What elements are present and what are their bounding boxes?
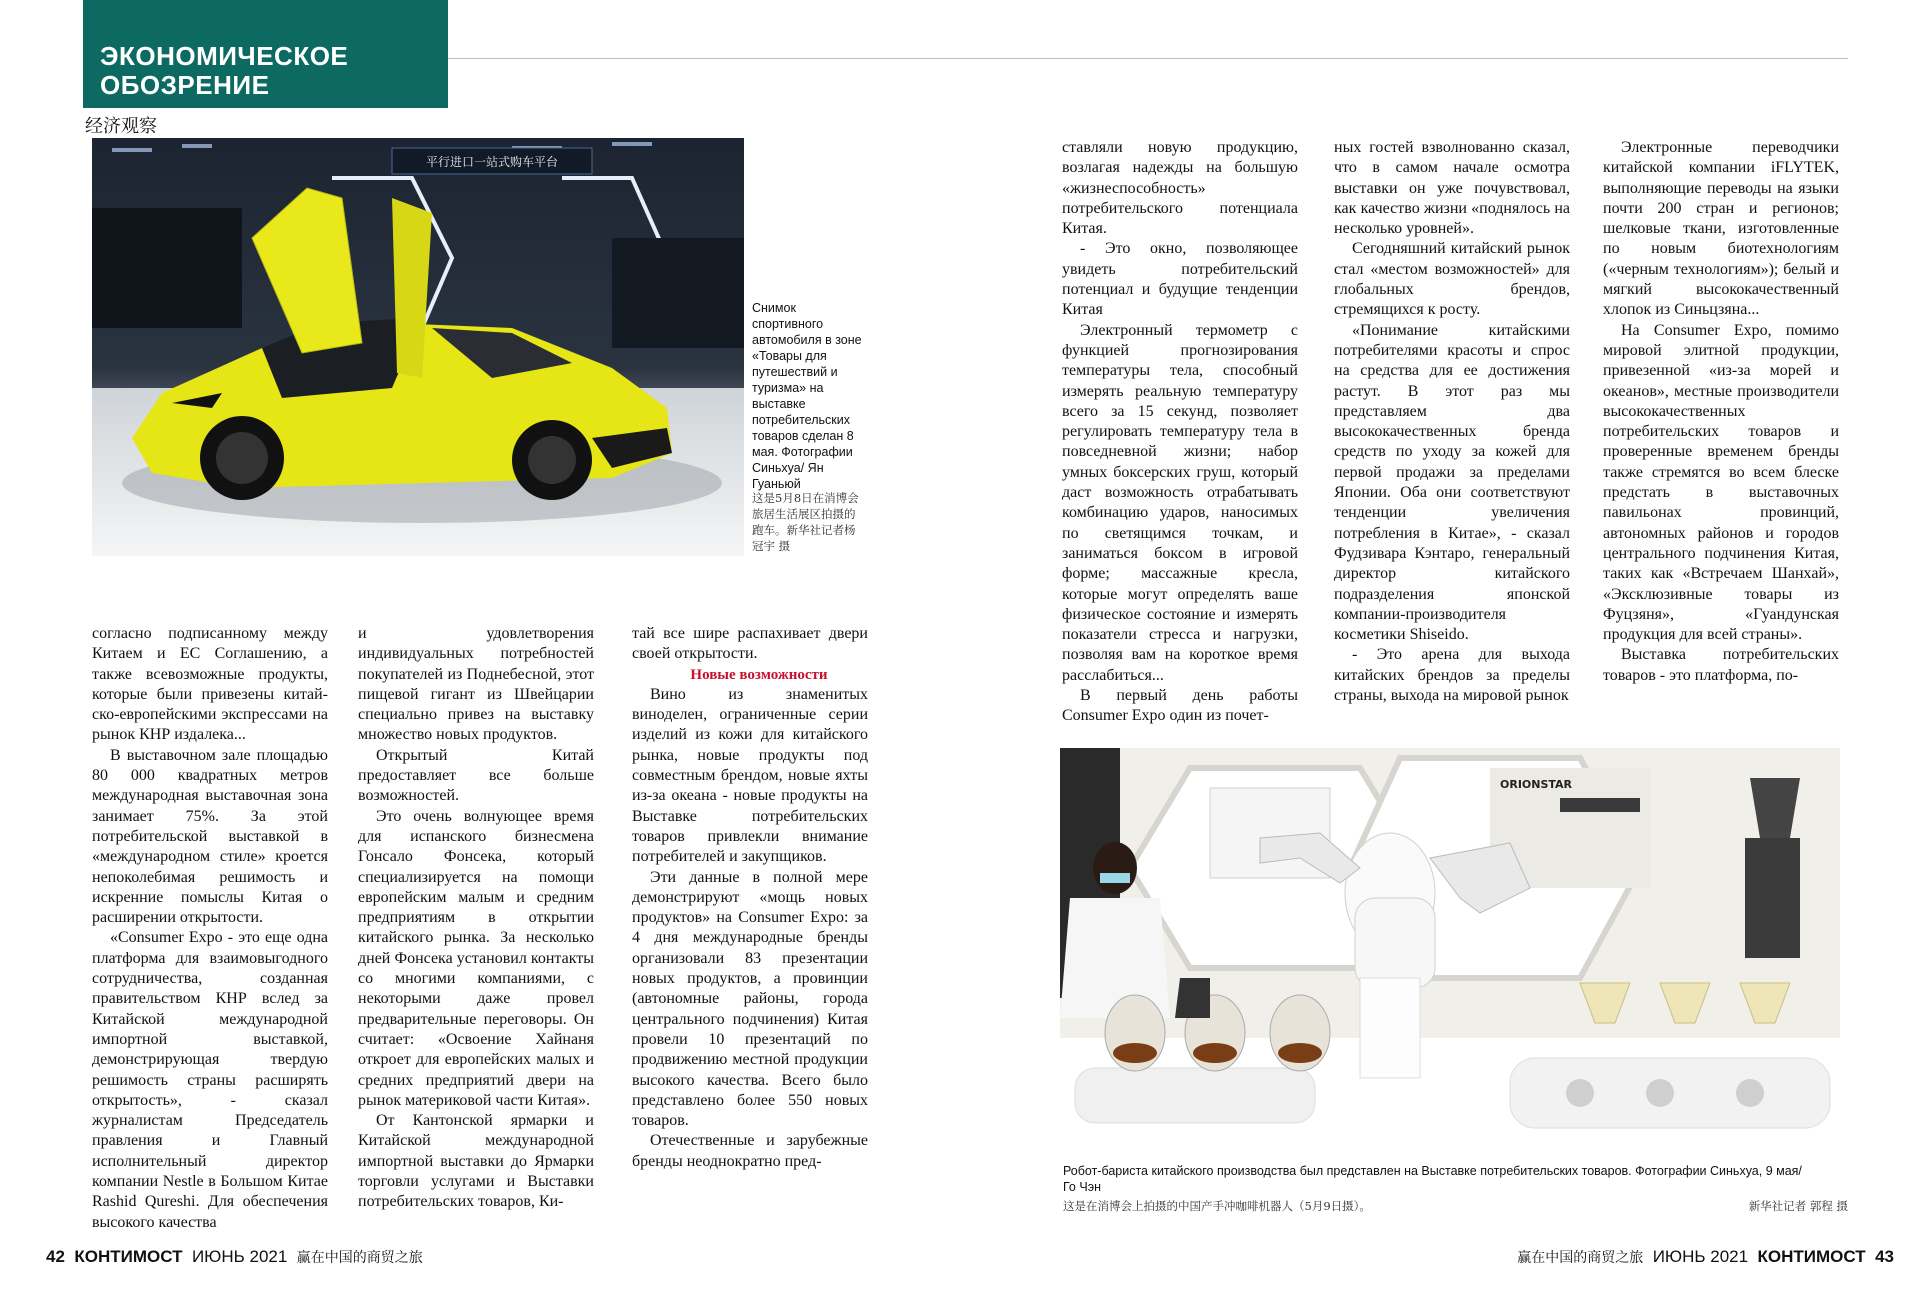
paragraph: ставляли новую продукцию, возлагая надежды на большую «жизнеспособность» потребительского потенциала Китая. — [1062, 139, 1298, 238]
right-magazine-name: КОНТИМОСТ — [1757, 1247, 1866, 1266]
car-photo-caption-cn: 这是5月8日在消博会旅居生活展区拍摄的跑车。新华社记者杨冠宇 摄 — [752, 491, 859, 553]
paragraph: В выставочном зале площадью 80 000 квадратных метров международная выставочная зона занимает 75%. За этой потребительской выставкой в «международном стиле» кроется непоколебимая решимость и искренние помыслы Китая о расширении открытости. — [92, 746, 328, 927]
article-column-5 — [1334, 138, 1570, 706]
paragraph: Эти данные в полной мере демонстрируют «мощь новых продуктов» на Consumer Expo: за 4 дня международные бренды организовали 83 презентации новых продуктов, а провинции (автономные районы, города центрального подчинения) Китая провели 10 презентаций по продвижению местной продукции высокого качества. Всего было представлено более 550 новых товаров. — [632, 868, 868, 1130]
section-subtitle-cn: 经济观察 — [85, 116, 157, 137]
paragraph: Выставка потребительских товаров - это платформа, по- — [1603, 646, 1839, 684]
robot-caption-ru-line2: Го Чэн — [1063, 1180, 1101, 1194]
article-column-4 — [1062, 138, 1298, 727]
robot-barista-photo — [1060, 748, 1840, 1146]
sports-car-photo — [92, 138, 744, 556]
left-page-number: 42 — [46, 1247, 65, 1266]
paragraph: ных гостей взволнованно сказал, что в самом начале осмотра выставки он уже почувствовал, как качество жизни «поднялось на несколько уровней». — [1334, 139, 1570, 238]
paragraph: согласно подписанному между Китаем и ЕС Соглашению, а также всевозможные продукты, которые были привезены китай-ско-европейскими экспрессами на рынок КНР издалека... — [92, 625, 328, 744]
paragraph: «Consumer Expo - это еще одна платформа для взаимовыгодного сотрудничества, созданная правительством КНР вслед за Китайской международной импортной выставкой, демонстрирующая твердую решимость страны расширять открытость», - сказал журналистам Председатель правления и Главный исполнительный директор компании Nestle в Большом Китае Rashid Qureshi. Для обеспечения высокого качества — [92, 929, 328, 1231]
article-column-3 — [632, 624, 868, 1172]
robot-photo-caption-ru — [1063, 1163, 1853, 1195]
banner-text: 平行进口一站式购车平台 — [425, 155, 559, 169]
article-column-6 — [1603, 138, 1839, 686]
paragraph: «Понимание китайскими потребителями красоты и спрос на средства для ее достижения растут. В этот раз мы представляем два высококачественных бренда средств по уходу за кожей для первой продажи за пределами Японии. Оба они соответствуют тенденции увеличения потребления в Китае», - сказал Фудзивара Кэнтаро, генеральный директор китайского подразделения японской компании-производителя косметики Shiseido. — [1334, 321, 1570, 644]
robot-photo-caption-cn: 这是在消博会上拍摄的中国产手冲咖啡机器人（5月9日摄）。 — [1063, 1199, 1371, 1213]
paragraph: Отечественные и зарубежные бренды неоднократно пред- — [632, 1132, 868, 1170]
header-rule — [448, 58, 1848, 59]
subheading-new-opportunities: Новые возможности — [690, 666, 828, 683]
paragraph: Электронный термометр с функцией прогнозирования температуры тела, способный измерять реальную температуру всего за 15 секунд, позволяет регулировать температуру тела в повседневной жизни; набор умных боксерских груш, который даст возможность отрабатывать комбинацию ударов, наносимых по светящимся точкам, и заниматься боксом в игровой форме; массажные кресла, которые могут определять ваше физическое состояние и измерять показатели стресса и нагрузки, позволяя вам на короткое время расслабиться... — [1062, 321, 1298, 684]
footer-left — [46, 1247, 423, 1267]
car-photo-caption-ru: Снимок спортивного автомобиля в зоне «Товары для путешествий и туризма» на выставке потребительских товаров сделан 8 мая. Фотографии Синьхуа/ Ян Гуаньюй — [752, 301, 862, 491]
section-title-line2: ОБОЗРЕНИЕ — [100, 70, 270, 100]
paragraph: - Это окно, позволяющее увидеть потребительский потенциал и будущие тенденции Китая — [1062, 240, 1298, 319]
paragraph: Это очень волнующее время для испанского бизнесмена Гонсало Фонсека, который специализируется на помощи европейским малым и средним предприятиям в открытии китайского рынка. За несколько дней Фонсека установил контакты со многими компаниями, с некоторыми даже провел предварительные переговоры. Он считает: «Освоение Хайнаня откроет для европейских малых и средних предприятий двери на рынок материковой части Китая». — [358, 807, 594, 1109]
robot-barista-illustration — [1060, 748, 1840, 1146]
paragraph: От Кантонской ярмарки и Китайской международной импортной выставки до Ярмарки торговли услугами и Выставки потребительских товаров, Ки- — [358, 1112, 594, 1211]
footer-right — [1517, 1247, 1894, 1267]
section-title-line1: ЭКОНОМИЧЕСКОЕ — [100, 41, 349, 71]
right-tagline-cn: 赢在中国的商贸之旅 — [1517, 1250, 1644, 1266]
paragraph: - Это арена для выхода китайских брендов за пределы страны, выхода на мировой рынок — [1334, 646, 1570, 705]
right-issue: ИЮНЬ 2021 — [1652, 1247, 1749, 1266]
left-magazine-name: КОНТИМОСТ — [74, 1247, 183, 1266]
paragraph: тай все шире распахивает двери своей открытости. — [632, 625, 868, 663]
article-column-2 — [358, 624, 594, 1213]
robot-caption-ru-line1: Робот-бариста китайского производства был представлен на Выставке потребительских товаров. Фотографии Синьхуа, 9 мая/ — [1063, 1164, 1802, 1178]
right-page-number: 43 — [1875, 1247, 1894, 1266]
paragraph: Вино из знаменитых виноделен, ограниченные серии изделий из кожи для китайского рынка, новые продукты под совместным брендом, новые яхты из-за океана - новые продукты на Выставке потребительских товаров привлекли внимание потребителей и закупщиков. — [632, 685, 868, 866]
sports-car-illustration — [92, 138, 744, 556]
paragraph: Электронные переводчики китайской компании iFLYTEK, выполняющие переводы на языки почти 200 стран и регионов; шелковые ткани, изготовленные по новым биотехнологиям («черным технологиям»); белый и мягкий высококачественный хлопок из Синьцзяна... — [1603, 139, 1839, 319]
left-tagline-cn: 赢在中国的商贸之旅 — [296, 1250, 423, 1266]
paragraph: Сегодняшний китайский рынок стал «местом возможностей» для глобальных брендов, стремящихся к росту. — [1334, 240, 1570, 319]
left-issue: ИЮНЬ 2021 — [191, 1247, 288, 1266]
robot-photo-credit-cn: 新华社记者 郭程 摄 — [1748, 1199, 1848, 1213]
paragraph: На Consumer Expo, помимо мировой элитной продукции, привезенной «из-за морей и океанов», местные производители высококачественных потребительских товаров и проверенные временем бренды также стремятся во всем блеске предстать в выставочных павильонах провинций, автономных районов и городов центрального подчинения Китая, таких как «Встречаем Шанхай», «Эксклюзивные товары из Фуцзяня», «Гуандунская продукция для всей страны». — [1603, 321, 1839, 644]
paragraph: и удовлетворения индивидуальных потребностей покупателей из Поднебесной, этот пищевой гигант из Швейцарии специально привез на выставку множество новых продуктов. — [358, 625, 594, 744]
paragraph: В первый день работы Consumer Expo один из почет- — [1062, 687, 1298, 725]
paragraph: Открытый Китай предоставляет все больше возможностей. — [358, 746, 594, 805]
article-column-1 — [92, 624, 328, 1233]
orionstar-brand: ORIONSTAR — [1500, 778, 1573, 791]
section-title — [100, 42, 440, 100]
